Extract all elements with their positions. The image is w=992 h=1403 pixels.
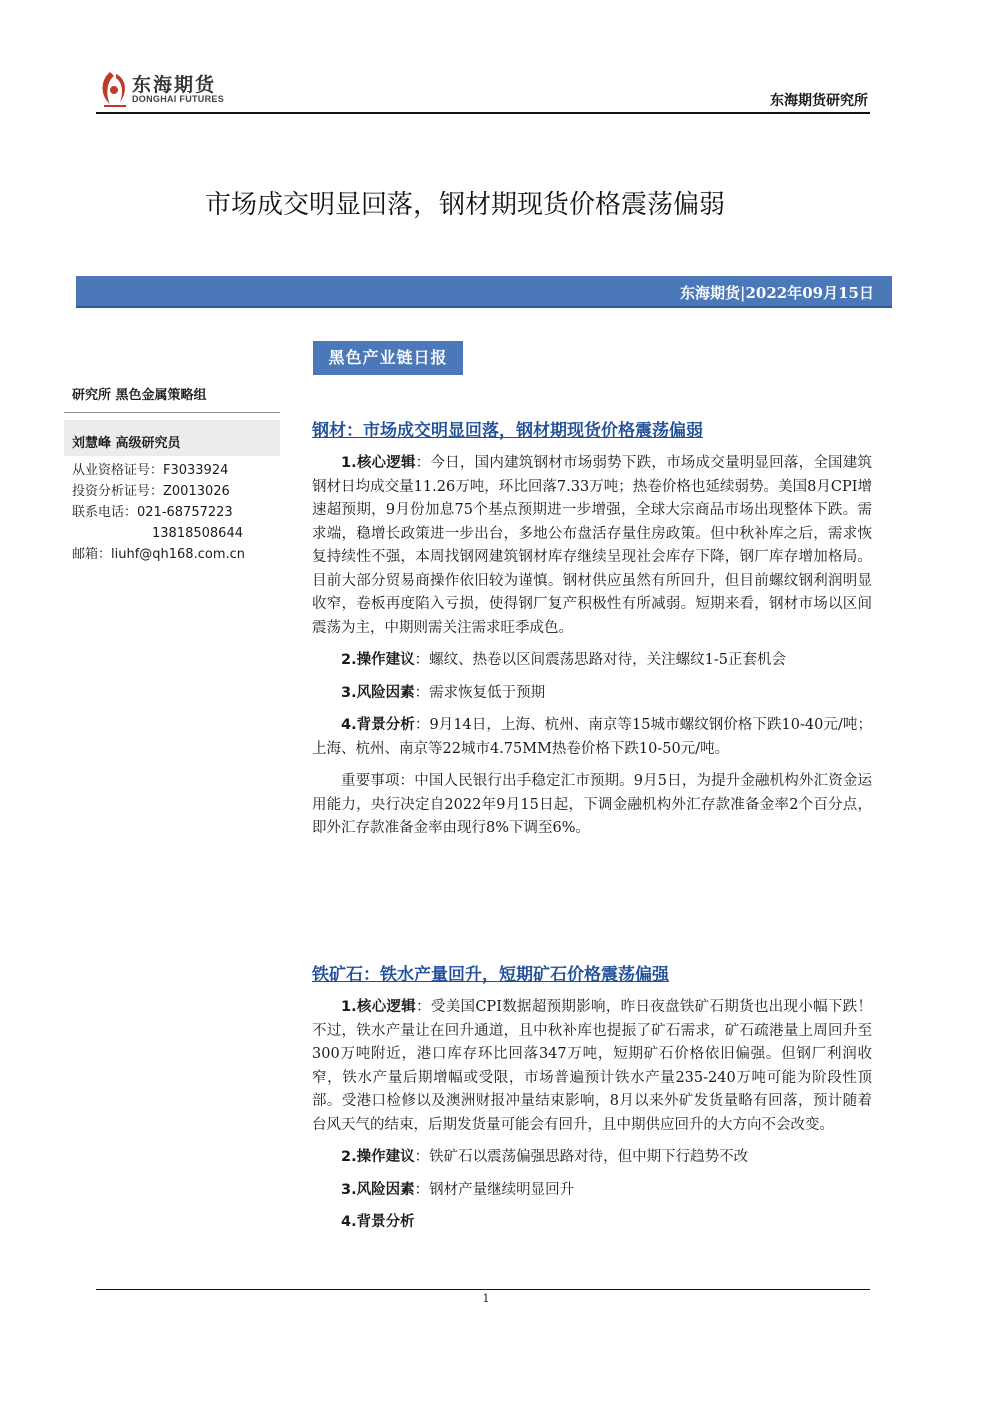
dept-label: 研究所 黑色金属策略组 <box>72 388 207 403</box>
ore-body <box>312 996 872 1244</box>
steel-body <box>312 452 872 850</box>
sidebar-divider <box>64 412 280 413</box>
mobile: 13818508644 <box>152 526 243 541</box>
analysis-no: 投资分析证号：Z0013026 <box>72 484 230 499</box>
ore-risk-label: 3.风险因素 <box>341 1181 415 1198</box>
ore-advice <box>312 1146 872 1170</box>
ore-logic <box>312 996 872 1137</box>
ore-bg-label: 4.背景分析 <box>341 1214 415 1230</box>
phone: 联系电话：021-68757223 <box>72 505 233 520</box>
date-line: 东海期货|2022年09月15日 <box>680 284 874 302</box>
ore-logic-text: ：受美国CPI数据超预期影响，昨日夜盘铁矿石期货也出现小幅下跌！不过，铁水产量让在回升通道，且中秋补库也提振了矿石需求，矿石疏港量上周回升至300万吨附近，港口库存环比回落347万吨，短期矿石价格依旧偏强。但钢厂利润收窄，铁水产量后期增幅或受限，市场普遍预计铁水产量235-240万吨可能为阶段性顶部。受港口检修以及澳洲财报冲量结束影响，8月以来外矿发货量略有回落，预计随着台风天气的结束，后期发货量可能会有回升，且中期供应回升的大方向不会改变。 <box>312 999 872 1133</box>
steel-advice-text: ：螺纹、热卷以区间震荡思路对待，关注螺纹1-5正套机会 <box>414 652 786 668</box>
steel-logic-text: ：今日，国内建筑钢材市场弱势下跌，市场成交量明显回落，全国建筑钢材日均成交量11.26万吨，环比回落7.33万吨；热卷价格也延续弱势。美国8月CPI增速超预期，9月份加息75个基点预期进一步增强，全球大宗商品市场出现整体下跌。需求端，稳增长政策进一步出台，多地公布盘活存量住房政策。但中秋补库之后，需求恢复持续性不强，本周找钢网建筑钢材库存继续呈现社会库存下降，钢厂库存增加格局。目前大部分贸易商操作依旧较为谨慎。钢材供应虽然有所回升，但目前螺纹钢利润明显收窄，卷板再度陷入亏损，使得钢厂复产积极性有所减弱。短期来看，钢材市场以区间震荡为主，中期则需关注需求旺季成色。 <box>312 455 872 636</box>
steel-background <box>312 714 872 761</box>
steel-advice <box>312 649 872 673</box>
author-name: 刘慧峰 高级研究员 <box>72 436 181 451</box>
ore-advice-label: 2.操作建议 <box>341 1149 415 1165</box>
steel-risk <box>312 682 872 706</box>
steel-logic <box>312 452 872 640</box>
logo-text-cn: 东海期货 <box>132 74 217 96</box>
footer-rule <box>96 1289 870 1290</box>
steel-logic-label: 1.核心逻辑 <box>341 455 416 471</box>
steel-bg-label: 4.背景分析 <box>341 717 415 733</box>
ore-risk <box>312 1179 872 1203</box>
institute-name: 东海期货研究所 <box>770 93 868 109</box>
steel-risk-text: ：需求恢复低于预期 <box>414 684 546 701</box>
date-banner <box>76 276 892 308</box>
author-contact <box>72 460 245 565</box>
logo-text-en: DONGHAI FUTURES <box>132 94 224 104</box>
ore-background <box>312 1211 872 1235</box>
email: 邮箱：liuhf@qh168.com.cn <box>72 547 245 562</box>
steel-risk-label: 3.风险因素 <box>341 684 415 701</box>
ore-heading[interactable]: 铁矿石：铁水产量回升，短期矿石价格震荡偏强 <box>312 965 669 985</box>
steel-bg-text: ：9月14日，上海、杭州、南京等15城市螺纹钢价格下跌10-40元/吨；上海、杭州、南京等22城市4.75MM热卷价格下跌10-50元/吨。 <box>312 717 872 757</box>
page-number: 1 <box>482 1292 490 1305</box>
ore-logic-label: 1.核心逻辑 <box>341 999 417 1015</box>
steel-note: 重要事项：中国人民银行出手稳定汇市预期。9月5日，为提升金融机构外汇资金运用能力，央行决定自2022年9月15日起，下调金融机构外汇存款准备金率2个百分点，即外汇存款准备金率由现行8%下调至6%。 <box>312 773 872 836</box>
section-tag: 黑色产业链日报 <box>313 341 463 375</box>
steel-heading[interactable]: 钢材：市场成交明显回落，钢材期现货价格震荡偏弱 <box>312 421 703 441</box>
ore-advice-text: ：铁矿石以震荡偏强思路对待，但中期下行趋势不改 <box>414 1149 749 1165</box>
qualification-no: 从业资格证号：F3033924 <box>72 463 229 478</box>
document-title: 市场成交明显回落，钢材期现货价格震荡偏弱 <box>204 190 725 220</box>
ore-risk-text: ：钢材产量继续明显回升 <box>414 1181 575 1198</box>
steel-advice-label: 2.操作建议 <box>341 652 415 668</box>
header-rule <box>96 112 870 114</box>
